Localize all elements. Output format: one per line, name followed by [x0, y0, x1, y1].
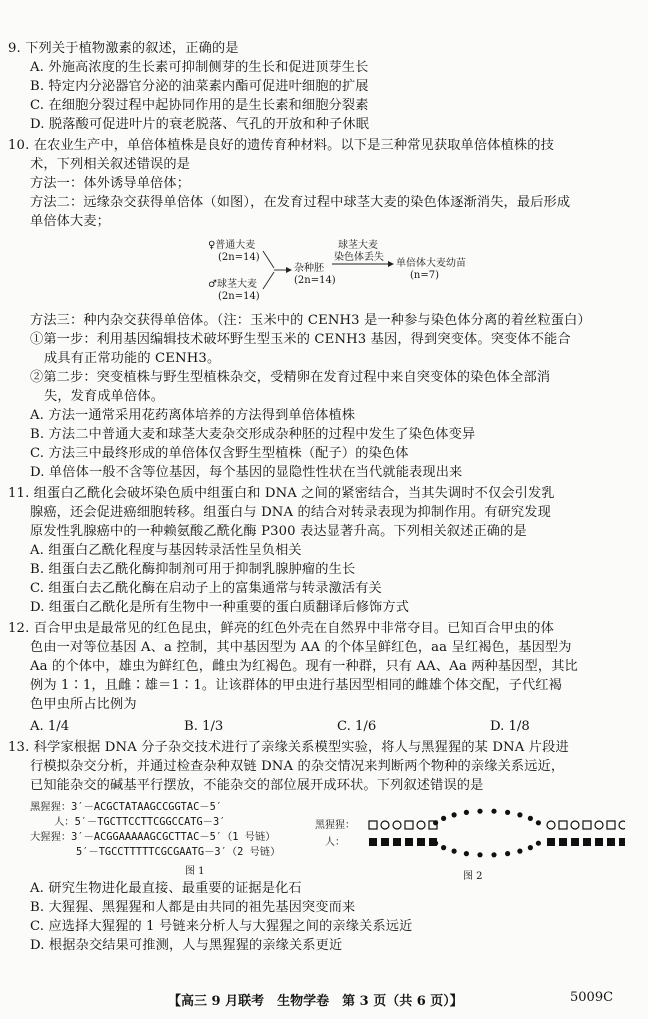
- q10-method1: 方法一：体外诱导单倍体；: [30, 176, 191, 191]
- fig2-base-circle: [381, 821, 389, 829]
- fig2-base-circle: [619, 821, 625, 829]
- q12-option-a: A. 1/4: [30, 719, 70, 734]
- q13-option-a: A. 研究生物进化最直接、最重要的证据是化石: [30, 881, 302, 896]
- fig2-loop-base: [505, 851, 510, 856]
- fig2-base-filled: [417, 838, 425, 846]
- fig2-base-filled: [393, 838, 401, 846]
- q12-stem-line1: 12. 百合甲虫是最常见的红色昆虫，鲜亮的红色外壳在自然界中非常夺目。已知百合甲虫的体: [8, 621, 554, 636]
- q11-stem-line3: 原发性乳腺癌中的一种赖氨酸乙酰化酶 P300 表达显著升高。下列相关叙述正确的是: [30, 524, 527, 539]
- fig2-loop-base: [517, 812, 522, 817]
- fig2-loop-base: [452, 849, 457, 854]
- fig2-loop-base: [464, 810, 469, 815]
- q12-option-c: C. 1/6: [337, 719, 377, 734]
- diagram-arrow-bottom-label: 染色体丢失: [334, 252, 384, 263]
- fig2-base-square: [369, 821, 377, 829]
- fig2-base-square: [405, 821, 413, 829]
- q10-option-b: B. 方法二中普通大麦和球茎大麦杂交形成杂种胚的过程中发生了染色体变异: [30, 427, 476, 442]
- fig2-chimp-label: 黑猩猩：: [315, 820, 355, 831]
- fig2-loop-base: [477, 852, 482, 857]
- fig2-loop-base: [536, 841, 541, 846]
- fig2-loop-base: [517, 849, 522, 854]
- q12-option-d: D. 1/8: [490, 719, 530, 734]
- diagram-hybrid-n: (2n=14): [294, 275, 336, 286]
- q13-option-d: D. 根据杂交结果可推测，人与黑猩猩的亲缘关系更近: [30, 938, 343, 953]
- fig2-loop-base: [441, 816, 446, 821]
- q10-option-c: C. 方法三中最终形成的单倍体仅含野生型植株（配子）的染色体: [30, 446, 409, 461]
- q13-option-c: C. 应选择大猩猩的 1 号链来分析人与大猩猩之间的亲缘关系远近: [30, 919, 413, 934]
- q13-stem-line2: 行模拟杂交分析，并通过检查杂种双链 DNA 的杂交情况来判断两个物种的亲缘关系远近，: [30, 759, 565, 774]
- fig2-base-filled: [405, 838, 413, 846]
- fig2-base-filled: [583, 838, 591, 846]
- q12-stem-line5: 色甲虫所占比例为: [30, 697, 137, 712]
- q11-option-c: C. 组蛋白去乙酰化酶在启动子上的富集通常与转录激活有关: [30, 581, 382, 596]
- page-footer: 【高三 9 月联考 生物学卷 第 3 页（共 6 页）】: [168, 994, 463, 1009]
- fig2-base-filled: [619, 838, 625, 846]
- q10-method2-line1: 方法二：远缘杂交获得单倍体（如图），在发育过程中球茎大麦的染色体逐渐消失，最后形成: [30, 195, 571, 210]
- fig2-base-filled: [547, 838, 555, 846]
- q10-option-d: D. 单倍体一般不含等位基因，每个基因的显隐性性状在当代就能表现出来: [30, 465, 463, 480]
- fig2-loop-base: [528, 845, 533, 850]
- q10-step2-line1: ②第二步：突变植株与野生型植株杂交，受精卵在发育过程中来自突变体的染色体全部消: [30, 370, 551, 385]
- q10-method3: 方法三：种内杂交获得单倍体。（注：玉米中的 CENH3 是一种参与染色体分离的着丝粒蛋白）: [30, 313, 591, 328]
- fig2-human-label: 人：: [325, 837, 345, 848]
- q12-option-b: B. 1/3: [184, 719, 224, 734]
- fig2-base-square: [607, 821, 615, 829]
- fig2-base-filled: [381, 838, 389, 846]
- q10-step1-line2: 成具有正常功能的 CENH3。: [44, 351, 221, 366]
- diagram-arrow-top-label: 球茎大麦: [338, 240, 378, 251]
- fig2-base-filled: [571, 838, 579, 846]
- paper-code: 5009C: [570, 990, 614, 1005]
- q13-stem-line3: 已知能杂交的碱基平行摆放，不能杂交的部位展开成环状。下列叙述错误的是: [30, 778, 484, 793]
- fig2-base-square: [583, 821, 591, 829]
- q13-stem-line1: 13. 科学家根据 DNA 分子杂交技术进行了亲缘关系模型实验，将人与黑猩猩的某 DNA 片段进: [8, 740, 569, 755]
- diagram-barley-label: ♀普通大麦: [208, 240, 256, 251]
- diagram-result-n: (n=7): [410, 270, 439, 281]
- diagram-bulbous-n: (2n=14): [218, 291, 260, 302]
- diagram-hybrid-label: 杂种胚: [294, 263, 324, 274]
- fig2-base-circle: [571, 821, 579, 829]
- diagram-barley-n: (2n=14): [218, 252, 260, 263]
- fig2-loop-base: [536, 820, 541, 825]
- q9-option-a: A. 外施高浓度的生长素可抑制侧芽的生长和促进顶芽生长: [30, 60, 369, 75]
- fig2-base-circle: [595, 821, 603, 829]
- fig2-base-circle: [393, 821, 401, 829]
- q11-stem-line2: 腺癌，还会促进癌细胞转移。组蛋白与 DNA 的结合对转录表现为抑制作用。有研究发现: [30, 505, 551, 520]
- q12-stem-line4: 例为 1∶1，且雌∶雄＝1∶1。让该群体的甲虫进行基因型相同的雌雄个体交配，子代红褐: [30, 678, 562, 693]
- fig1-chimp-seq: 黑猩猩：3′－ACGCTATAAGCCGGTAC－5′: [30, 801, 222, 813]
- fig2-caption: 图 2: [463, 871, 483, 882]
- q10-hybrid-diagram: [208, 235, 468, 310]
- fig2-loop-base: [464, 851, 469, 856]
- fig1-gorilla-strand2: 5′－TGCCTTTTTCGCGAATG－3′（2 号链）: [76, 846, 281, 858]
- fig2-base-circle: [417, 821, 425, 829]
- q9-stem: 9. 下列关于植物激素的叙述，正确的是: [8, 41, 239, 56]
- q11-option-d: D. 组蛋白乙酰化是所有生物中一种重要的蛋白质翻译后修饰方式: [30, 600, 410, 615]
- q11-option-b: B. 组蛋白去乙酰化酶抑制剂可用于抑制乳腺肿瘤的生长: [30, 562, 356, 577]
- q12-stem-line3: Aa 的个体中，雄虫为鲜红色，雌虫为红褐色。现有一种群，只有 AA、Aa 两种基因型，其比: [30, 659, 578, 674]
- fig1-gorilla-strand1: 大猩猩：3′－ACGGAAAAAGCGCTTAC－5′（1 号链）: [30, 831, 276, 843]
- q13-figure2: [315, 803, 625, 882]
- q10-step1-line1: ①第一步：利用基因编辑技术破坏野生型玉米的 CENH3 基因，得到突变体。突变体不能合: [30, 332, 571, 347]
- fig1-caption: 图 1: [185, 866, 205, 877]
- fig2-loop-base: [491, 852, 496, 857]
- q10-method2-line2: 单倍体大麦；: [30, 214, 111, 229]
- q9-option-b: B. 特定内分泌器官分泌的油菜素内酯可促进叶细胞的扩展: [30, 79, 369, 94]
- q10-option-a: A. 方法一通常采用花药离体培养的方法得到单倍体植株: [30, 408, 356, 423]
- fig2-loop-base: [528, 816, 533, 821]
- fig2-loop-base: [505, 810, 510, 815]
- fig2-loop-base: [441, 845, 446, 850]
- fig2-base-square: [559, 821, 567, 829]
- fig2-base-filled: [559, 838, 567, 846]
- fig2-base-filled: [595, 838, 603, 846]
- q13-option-b: B. 大猩猩、黑猩猩和人都是由共同的祖先基因突变而来: [30, 900, 356, 915]
- fig1-human-seq: 人：5′－TGCTTCCTTCGGCCATG－3′: [54, 816, 226, 828]
- q9-option-c: C. 在细胞分裂过程中起协同作用的是生长素和细胞分裂素: [30, 98, 369, 113]
- q11-stem-line1: 11. 组蛋白乙酰化会破坏染色质中组蛋白和 DNA 之间的紧密结合，当其失调时不仅会引发乳: [8, 486, 555, 501]
- q11-option-a: A. 组蛋白乙酰化程度与基因转录活性呈负相关: [30, 543, 302, 558]
- q12-stem-line2: 色由一对等位基因 A、a 控制，其中基因型为 AA 的个体呈鲜红色，aa 呈红褐色，基因型为: [30, 640, 572, 655]
- diagram-result-label: 单倍体大麦幼苗: [396, 258, 466, 269]
- q10-step2-line2: 失，发育成单倍体。: [44, 389, 165, 404]
- fig2-loop-base: [477, 809, 482, 814]
- fig2-loop-base: [433, 820, 438, 825]
- q10-stem-line1: 10. 在农业生产中，单倍体植株是良好的遗传育种材料。以下是三种常见获取单倍体植株的技: [8, 138, 554, 153]
- fig2-loop-base: [491, 809, 496, 814]
- fig2-base-circle: [547, 821, 555, 829]
- fig2-base-filled: [369, 838, 377, 846]
- q10-stem-line2: 术，下列相关叙述错误的是: [30, 157, 191, 172]
- fig2-loop-base: [433, 841, 438, 846]
- fig2-base-filled: [607, 838, 615, 846]
- diagram-bulbous-label: ♂球茎大麦: [208, 279, 257, 290]
- q9-option-d: D. 脱落酸可促进叶片的衰老脱落、气孔的开放和种子休眠: [30, 117, 370, 132]
- fig2-loop-base: [452, 812, 457, 817]
